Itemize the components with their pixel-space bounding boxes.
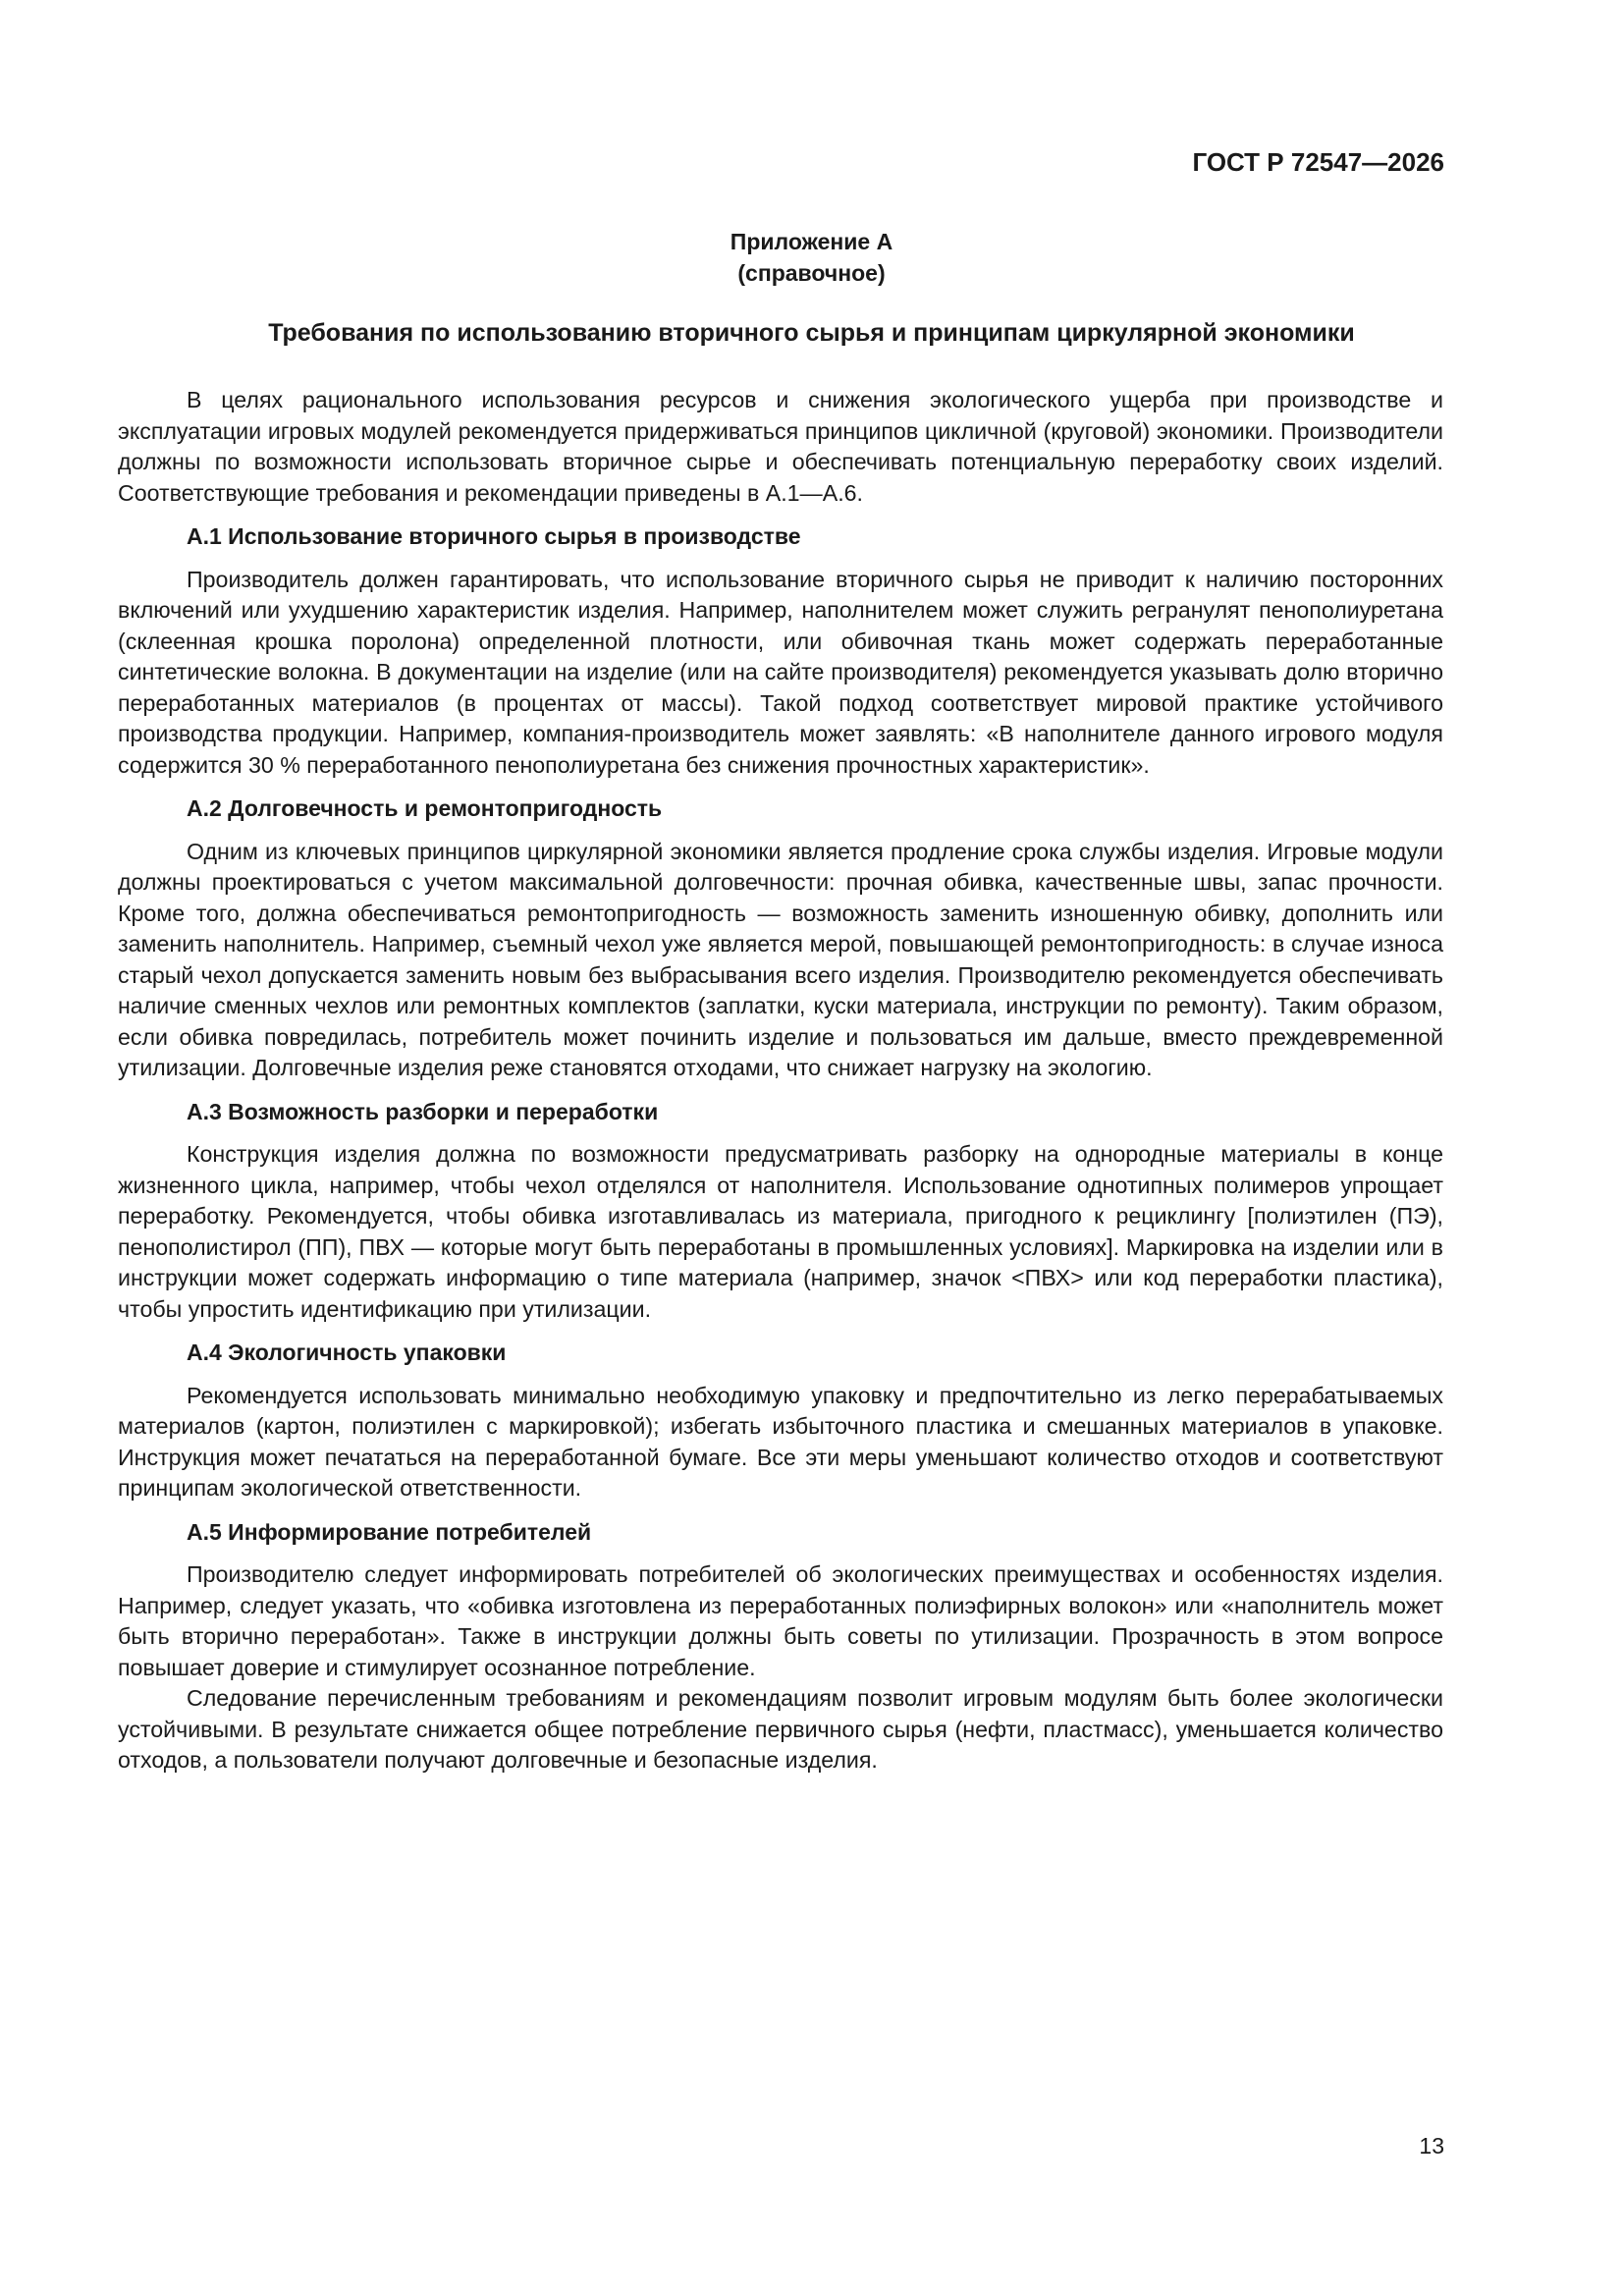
- section-heading-a4: А.4 Экологичность упаковки: [187, 1339, 507, 1365]
- annex-heading: [0, 226, 1623, 289]
- section-heading-a5: А.5 Информирование потребителей: [187, 1518, 592, 1545]
- section-heading-a3: А.3 Возможность разборки и переработки: [187, 1098, 659, 1124]
- section-a2-paragraph: Одним из ключевых принципов циркулярной экономики является продление срока службы изделия. Игровые модули должны проектироваться с учетом максимальной долговечности: прочная обивка, качественные швы, запас прочности. Кроме того, должна обеспечиваться ремонтопригодность — возможность заменить изношенную обивку, дополнить или заменить наполнитель. Например, съемный чехол уже является мерой, повышающей ремонтопригодность: в случае износа старый чехол допускается заменить новым без выбрасывания всего изделия. Производителю рекомендуется обеспечивать наличие сменных чехлов или ремонтных комплектов (заплатки, куски материала, инструкции по ремонту). Таким образом, если обивка повредилась, потребитель может починить изделие и пользоваться им дальше, вместо преждевременной утилизации. Долговечные изделия реже становятся отходами, что снижает нагрузку на экологию.: [118, 838, 1443, 1080]
- section-heading-a2: А.2 Долговечность и ремонтопригодность: [187, 795, 663, 821]
- document-body: [118, 385, 1443, 1777]
- section-a4-paragraph: Рекомендуется использовать минимально необходимую упаковку и предпочтительно из легко перерабатываемых материалов (картон, полиэтилен с маркировкой); избегать избыточного пластика и смешанных материалов в упаковке. Инструкция может печататься на переработанной бумаге. Все эти меры уменьшают количество отходов и соответствуют принципам экологической ответственности.: [118, 1382, 1443, 1501]
- annex-type: (справочное): [737, 260, 886, 286]
- intro-paragraph: В целях рационального использования ресурсов и снижения экологического ущерба при производстве и эксплуатации игровых модулей рекомендуется придерживаться принципов цикличной (круговой) экономики. Производители должны по возможности использовать вторичное сырье и обеспечивать потенциальную переработку своих изделий. Соответствующие требования и рекомендации приведены в А.1—А.6.: [118, 387, 1443, 506]
- section-heading-a1: А.1 Использование вторичного сырья в производстве: [187, 523, 801, 549]
- annex-title: Приложение А: [730, 229, 893, 254]
- section-a3-paragraph: Конструкция изделия должна по возможности предусматривать разборку на однородные материалы в конце жизненного цикла, например, чтобы чехол отделялся от наполнителя. Использование однотипных полимеров упрощает переработку. Рекомендуется, чтобы обивка изготавливалась из материала, пригодного к рециклингу [полиэтилен (ПЭ), пенополистирол (ПП), ПВХ — которые могут быть переработаны в промышленных условиях]. Маркировка на изделии или в инструкции может содержать информацию о типе материала (например, значок <ПВХ> или код переработки пластика), чтобы упростить идентификацию при утилизации.: [118, 1141, 1443, 1322]
- section-a1-paragraph: Производитель должен гарантировать, что использование вторичного сырья не приводит к наличию посторонних включений или ухудшению характеристик изделия. Например, наполнителем может служить регранулят пенополиуретана (склеенная крошка поролона) определенной плотности, или обивочная ткань может содержать переработанные синтетические волокна. В документации на изделие (или на сайте производителя) рекомендуется указывать долю вторично переработанных материалов (в процентах от массы). Такой подход соответствует мировой практике устойчивого производства продукции. Например, компания-производитель может заявлять: «В наполнителе данного игрового модуля содержится 30 % переработанного пенополиуретана без снижения прочностных характеристик».: [118, 566, 1443, 778]
- document-title: Требования по использованию вторичного сырья и принципам циркулярной экономики: [268, 319, 1355, 347]
- page-number: 13: [1419, 2133, 1444, 2159]
- conclusion-paragraph: Следование перечисленным требованиям и рекомендациям позволит игровым модулям быть более экологически устойчивыми. В результате снижается общее потребление первичного сырья (нефти, пластмасс), уменьшается количество отходов, а пользователи получают долговечные и безопасные изделия.: [118, 1685, 1443, 1773]
- standard-header: ГОСТ Р 72547—2026: [1192, 147, 1444, 177]
- section-a5-paragraph: Производителю следует информировать потребителей об экологических преимуществах и особенностях изделия. Например, следует указать, что «обивка изготовлена из переработанных полиэфирных волокон» или «наполнитель может быть вторично переработан». Также в инструкции должны быть советы по утилизации. Прозрачность в этом вопросе повышает доверие и стимулирует осознанное потребление.: [118, 1561, 1443, 1680]
